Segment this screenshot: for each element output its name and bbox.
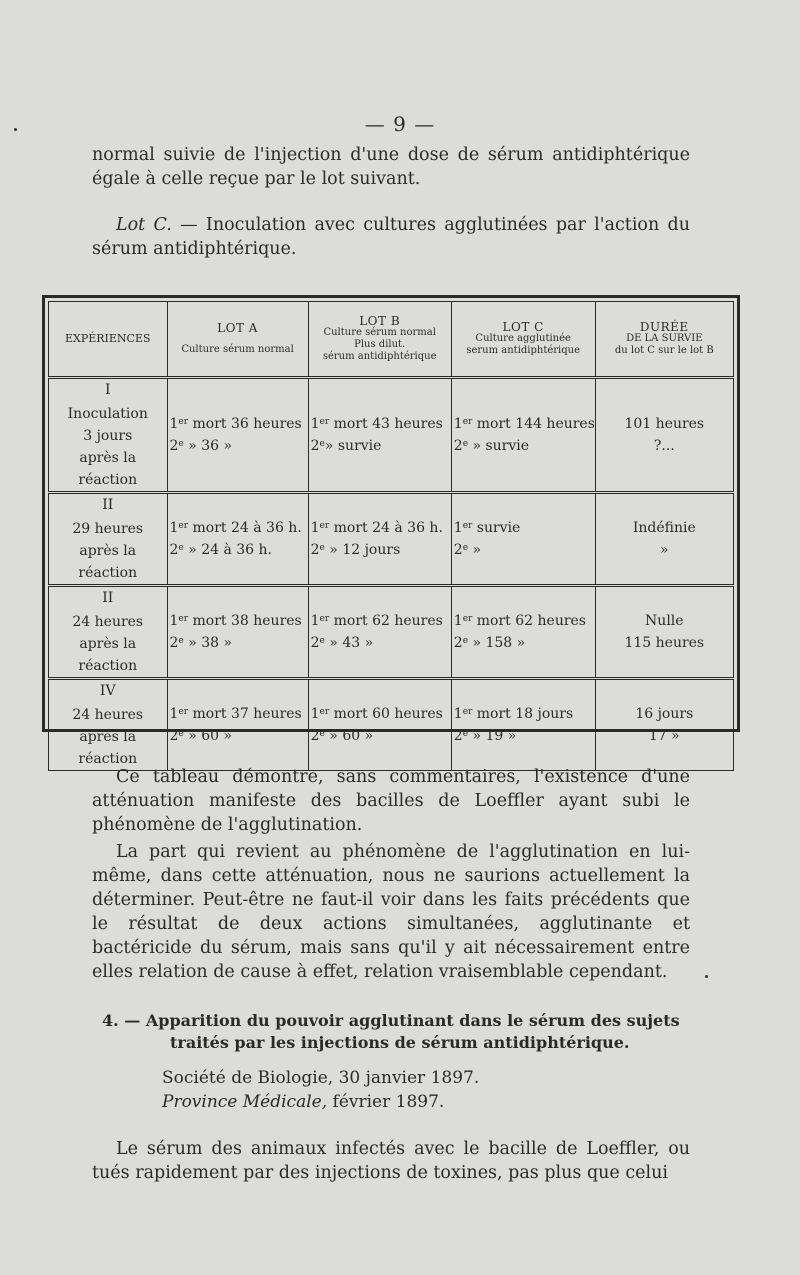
experience-cell: [49, 586, 168, 679]
experience-line: 3 jours: [83, 428, 133, 444]
paragraph-1: [92, 765, 690, 837]
result-line: 1er mort 62 heures: [453, 613, 586, 629]
lot-b-cell: [308, 586, 451, 679]
lot-c-cell: [451, 679, 595, 771]
table-header-row: [49, 302, 734, 378]
paragraph-3: [92, 1137, 690, 1185]
lot-c-cell: [451, 378, 595, 493]
header-lot-c: LOT C Culture agglutinée serum antidiphtérique: [451, 302, 595, 378]
result-line: 2e » 12 jours: [310, 542, 401, 558]
result-line: 1er mort 38 heures: [169, 613, 302, 629]
duree-cell: [595, 493, 733, 586]
result-line: 1er mort 144 heures: [453, 416, 595, 432]
lot-a-cell: [167, 493, 308, 586]
lot-a-cell: [167, 378, 308, 493]
duree-cell: [595, 679, 733, 771]
reference-2: [162, 1090, 444, 1114]
section-title-line-2: traités par les injections de sérum antidiphtérique.: [170, 1033, 630, 1052]
experience-line: après la réaction: [78, 450, 138, 488]
experience-line: après la réaction: [78, 636, 138, 674]
experience-line: après la réaction: [78, 729, 138, 767]
results-table: [42, 295, 740, 767]
result-line: 2e » 38 »: [169, 635, 233, 651]
result-line: Nulle: [645, 613, 684, 629]
table-row: [49, 586, 734, 679]
header-lot-b: LOT B Culture sérum normal Plus dilut. sérum antidiphtérique: [308, 302, 451, 378]
table-body: [49, 378, 734, 771]
table-row: [49, 679, 734, 771]
result-line: 2e » 158 »: [453, 635, 526, 651]
results-table-grid: [48, 301, 734, 771]
result-line: 2e » 60 »: [310, 728, 374, 744]
lot-c-text: — Inoculation avec cultures agglutinées par l'action du sérum antidiphtérique.: [92, 215, 690, 259]
experience-number: I: [104, 382, 111, 398]
result-line: 2e » 43 »: [310, 635, 374, 651]
lot-c-cell: [451, 493, 595, 586]
result-line: 1er mort 62 heures: [310, 613, 443, 629]
experience-number: II: [102, 590, 114, 606]
result-line: 1er mort 37 heures: [169, 706, 302, 722]
result-line: Indéfinie: [632, 520, 696, 536]
result-line: 2e » survie: [453, 438, 530, 454]
paragraph-3-text: Le sérum des animaux infectés avec le bacille de Loeffler, ou tués rapidement par des injections de toxines, pas plus que celui: [92, 1139, 690, 1183]
paragraph-2: [92, 840, 690, 984]
table-row: [49, 378, 734, 493]
experience-number: II: [102, 497, 114, 513]
header-duree: DURÉE DE LA SURVIE du lot C sur le lot B: [595, 302, 733, 378]
reference-2-date: février 1897.: [327, 1092, 445, 1112]
result-line: 2e » 36 »: [169, 438, 233, 454]
section-number: 4.: [102, 1011, 119, 1030]
result-line: 1er mort 18 jours: [453, 706, 574, 722]
reference-2-journal: Province Médicale,: [162, 1092, 328, 1112]
result-line: 2e »: [453, 542, 482, 558]
intro-paragraph: [92, 143, 690, 191]
result-line: 1er mort 60 heures: [310, 706, 443, 722]
result-line: »: [660, 542, 669, 558]
result-line: 1er survie: [453, 520, 521, 536]
result-line: 17 »: [648, 728, 680, 744]
experience-line: 24 heures: [72, 614, 144, 630]
lot-c-cell: [451, 586, 595, 679]
experience-line: Inoculation: [67, 406, 148, 422]
page-number: — 9 —: [364, 112, 436, 136]
duree-cell: [595, 586, 733, 679]
lot-b-cell: [308, 679, 451, 771]
header-lot-a: LOT A Culture sérum normal: [167, 302, 308, 378]
paragraph-2-text: La part qui revient au phénomène de l'agglutination en lui-même, dans cette atténuation, nous ne saurions actuellement la déterminer. Peut-être ne faut-il voir dans les faits précédents que le résultat de deux actions simultanées, agglutinante et bactéricide du sérum, mais sans qu'il y ait nécessairement entre elles relation de cause à effet, relation vraisemblable cependant.: [92, 842, 690, 982]
lot-b-cell: [308, 493, 451, 586]
result-line: 115 heures: [624, 635, 705, 651]
result-line: 2e » 24 à 36 h.: [169, 542, 273, 558]
experience-line: 29 heures: [72, 521, 144, 537]
experience-line: 24 heures: [72, 707, 144, 723]
result-line: 2e » 19 »: [453, 728, 517, 744]
result-line: 1er mort 43 heures: [310, 416, 443, 432]
lot-c-paragraph: [92, 213, 690, 261]
result-line: 16 jours: [635, 706, 694, 722]
reference-1: Société de Biologie, 30 janvier 1897.: [162, 1068, 480, 1088]
duree-cell: [595, 378, 733, 493]
header-experiences: EXPÉRIENCES: [49, 302, 168, 378]
result-line: ?...: [653, 438, 675, 454]
experience-cell: [49, 493, 168, 586]
lot-a-cell: [167, 679, 308, 771]
section-title-line-1: — Apparition du pouvoir agglutinant dans le sérum des sujets: [118, 1011, 680, 1030]
result-line: 101 heures: [624, 416, 705, 432]
result-line: 1er mort 24 à 36 h.: [310, 520, 443, 536]
result-line: 1er mort 36 heures: [169, 416, 302, 432]
ink-speck: [705, 975, 708, 978]
lot-b-cell: [308, 378, 451, 493]
ink-speck: [14, 128, 17, 131]
result-line: 2e » 60 »: [169, 728, 233, 744]
table-row: [49, 493, 734, 586]
result-line: 2e» survie: [310, 438, 382, 454]
intro-text: normal suivie de l'injection d'une dose de sérum antidiphtérique égale à celle reçue par le lot suivant.: [92, 145, 690, 189]
paragraph-1-text: Ce tableau démontre, sans commentaires, l'existence d'une atténuation manifeste des bacilles de Loeffler ayant subi le phénomène de l'agglutination.: [92, 767, 690, 835]
section-4-title: [102, 1010, 702, 1054]
lot-c-label: Lot C.: [116, 215, 172, 235]
experience-number: IV: [99, 683, 116, 699]
lot-a-cell: [167, 586, 308, 679]
experience-cell: [49, 378, 168, 493]
result-line: 1er mort 24 à 36 h.: [169, 520, 302, 536]
experience-line: après la réaction: [78, 543, 138, 581]
experience-cell: [49, 679, 168, 771]
